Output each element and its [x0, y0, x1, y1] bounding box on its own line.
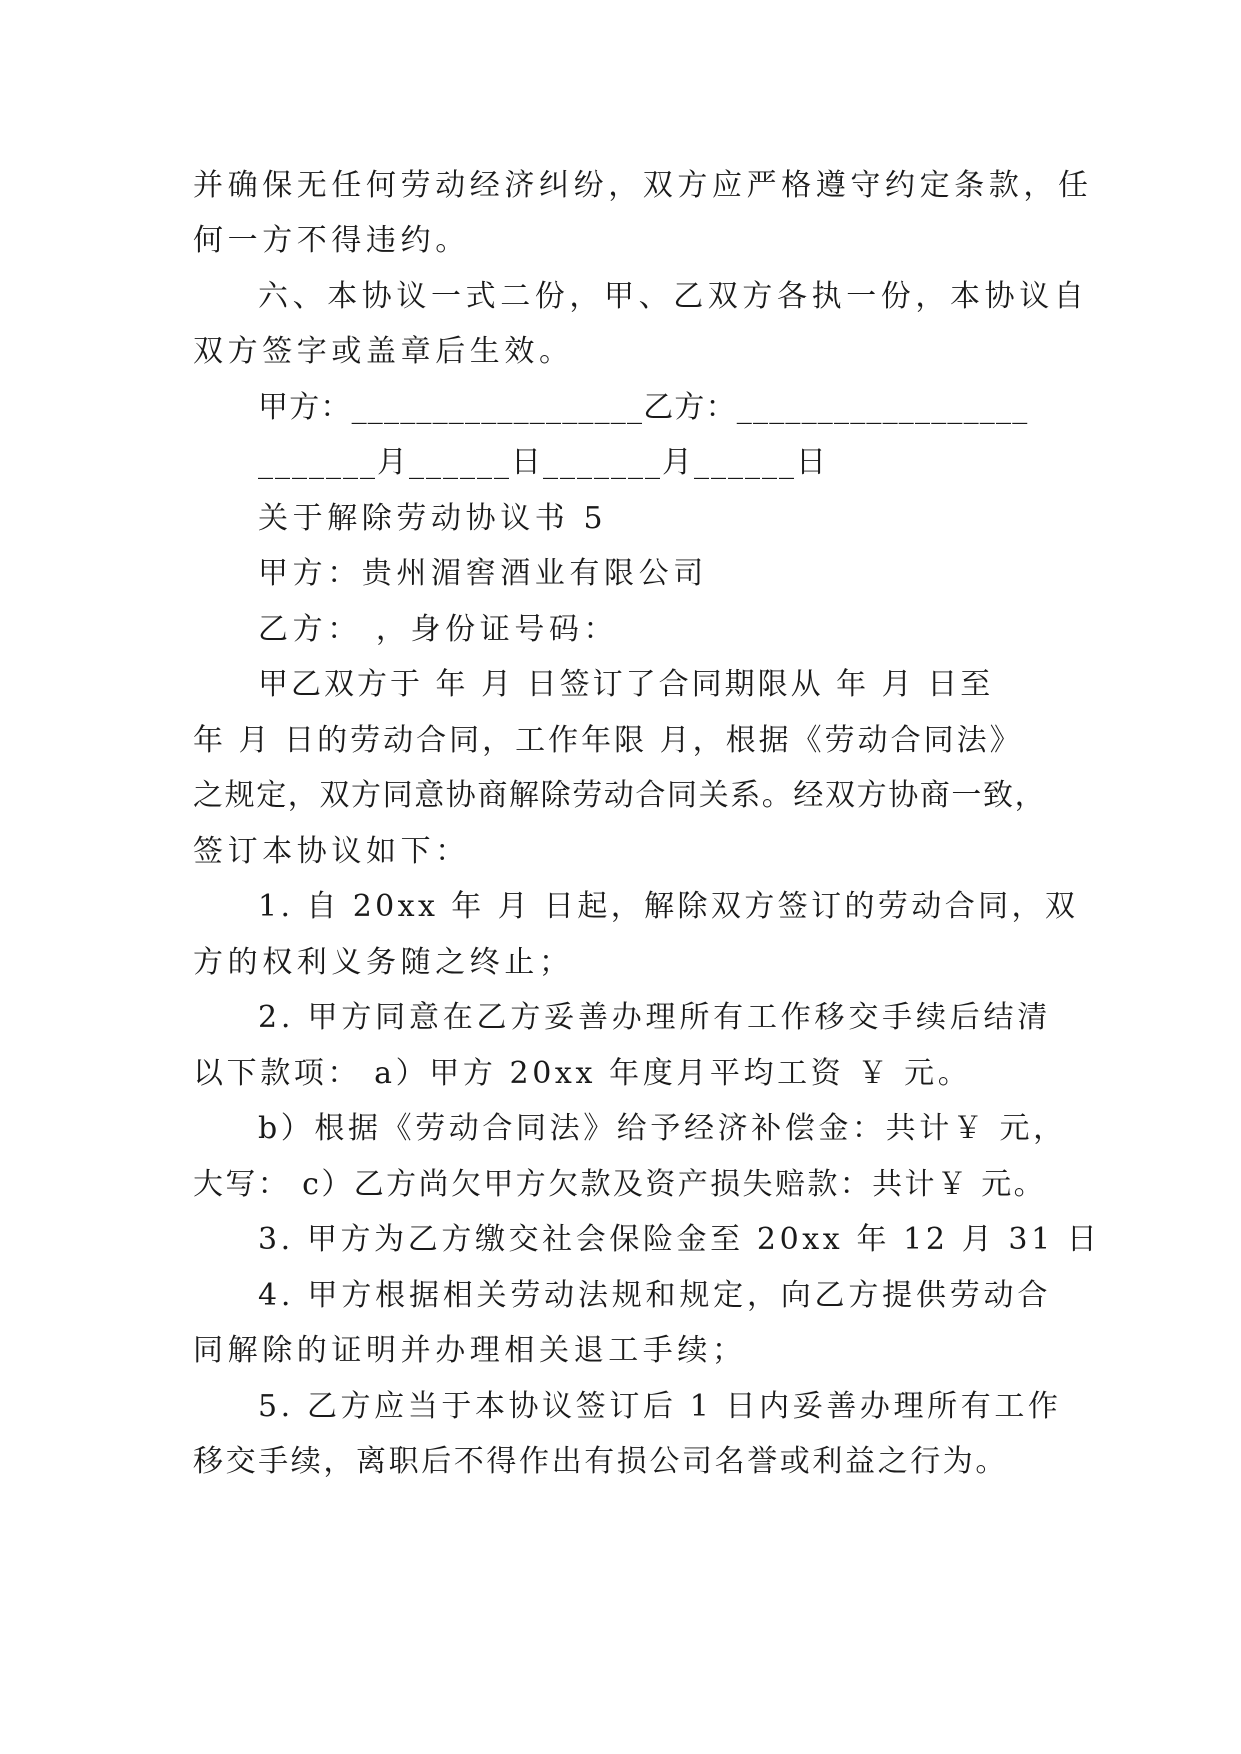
text-line: 何一方不得违约。 — [193, 223, 470, 258]
party-a: 甲方：贵州湄窖酒业有限公司 — [258, 556, 708, 591]
clause-2: 2. 甲方同意在乙方妥善办理所有工作移交手续后结清 — [258, 1000, 1052, 1035]
clause-5: 5. 乙方应当于本协议签订后 1 日内妥善办理所有工作 — [258, 1389, 1062, 1424]
text-line: b）根据《劳动合同法》给予经济补偿金：共计￥ 元， — [258, 1111, 1067, 1146]
clause-3: 3. 甲方为乙方缴交社会保险金至 20xx 年 12 月 31 日 — [258, 1222, 1101, 1257]
date-line: _______月______日_______月______日 — [258, 445, 828, 480]
text-line: 同解除的证明并办理相关退工手续； — [193, 1333, 747, 1368]
text-line: 大写： c）乙方尚欠甲方欠款及资产损失赔款：共计￥ 元。 — [193, 1167, 1047, 1202]
text-line: 年 月 日的劳动合同，工作年限 月，根据《劳动合同法》 — [193, 723, 1023, 758]
clause-1: 1. 自 20xx 年 月 日起，解除双方签订的劳动合同，双 — [258, 889, 1079, 924]
text-line: 方的权利义务随之终止； — [193, 945, 574, 980]
text-line: 之规定，双方同意协商解除劳动合同关系。经双方协商一致， — [193, 778, 1047, 813]
text-line: 双方签字或盖章后生效。 — [193, 334, 574, 369]
clause-4: 4. 甲方根据相关劳动法规和规定，向乙方提供劳动合 — [258, 1278, 1052, 1313]
party-b: 乙方： ，身份证号码： — [258, 612, 619, 647]
signature-line: 甲方：__________________乙方：__________________ — [258, 390, 1029, 425]
text-line: 签订本协议如下： — [193, 834, 470, 869]
section-title: 关于解除劳动协议书 5 — [258, 501, 608, 536]
text-line: 六、本协议一式二份，甲、乙双方各执一份，本协议自 — [258, 279, 1089, 314]
text-line: 并确保无任何劳动经济纠纷，双方应严格遵守约定条款，任 — [193, 168, 1093, 203]
text-line: 移交手续，离职后不得作出有损公司名誉或利益之行为。 — [193, 1444, 1008, 1479]
text-line: 甲乙双方于 年 月 日签订了合同期限从 年 月 日至 — [258, 667, 994, 702]
text-line: 以下款项： a）甲方 20xx 年度月平均工资 ￥ 元。 — [193, 1056, 972, 1091]
